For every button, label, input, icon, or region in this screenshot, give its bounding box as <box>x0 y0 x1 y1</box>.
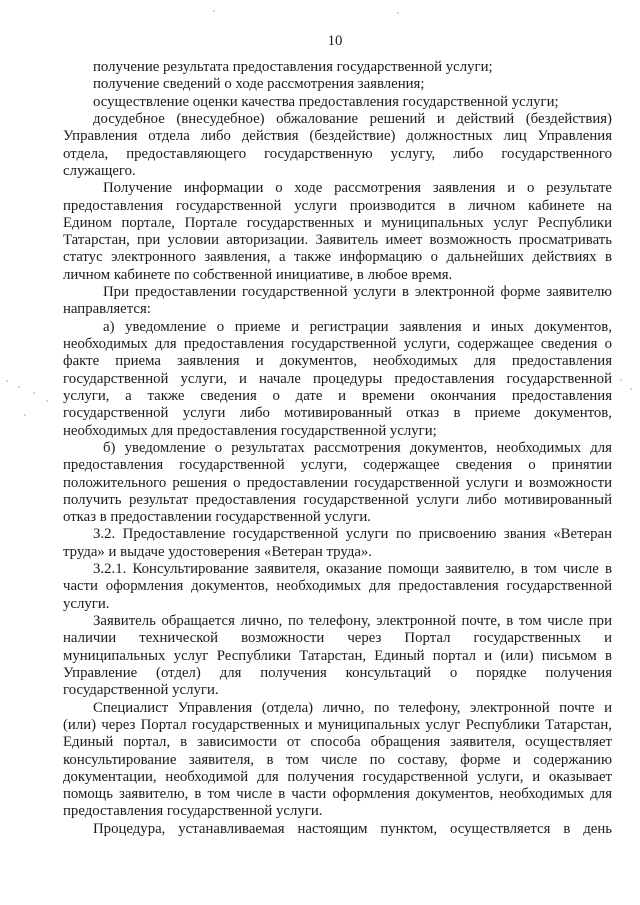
paragraph <box>63 76 612 93</box>
scan-speck <box>18 386 20 388</box>
text-line: (или) через Портал государственных и муниципальных услуг Республики Татарстан, <box>63 716 612 733</box>
text-line: Получение информации о ходе рассмотрения заявления и о результате <box>103 180 612 197</box>
paragraph <box>63 440 612 527</box>
text-line: труда» и выдаче удостоверения «Ветеран труда». <box>63 543 373 560</box>
text-line: получение сведений о ходе рассмотрения заявления; <box>93 76 425 93</box>
text-line: При предоставлении государственной услуги в электронной форме заявителю <box>103 284 612 301</box>
text-line: Процедура, устанавливаемая настоящим пунктом, осуществляется в день <box>93 820 612 837</box>
page-number: 10 <box>327 33 343 49</box>
text-line: отдела, предоставляющего государственную услугу, либо государственного <box>63 145 612 162</box>
text-line: предоставления государственной услуги производится в личном кабинете на <box>63 197 612 214</box>
text-line: а) уведомление о приеме и регистрации заявления и иных документов, <box>103 318 612 335</box>
paragraph <box>63 821 612 838</box>
paragraph <box>63 700 612 821</box>
paragraph <box>63 59 612 76</box>
text-line: Управления отдела либо действия (бездействие) должностных лиц Управления <box>63 128 612 145</box>
paragraph <box>63 111 612 180</box>
text-line: Заявитель обращается лично, по телефону, электронной почте, в том числе при <box>93 613 612 629</box>
text-line: предоставления государственной услуги. <box>63 803 323 820</box>
text-line: Управление (отдел) для получения консультаций о порядке получения <box>63 664 612 681</box>
text-line: наличии технической возможности через Портал государственных и <box>63 630 612 647</box>
text-line: досудебное (внесудебное) обжалование решений и действий (бездействия) <box>93 110 612 127</box>
scan-speck <box>620 379 622 381</box>
text-line: личном кабинете по собственной инициативе, в любое время. <box>63 266 453 283</box>
text-line: консультирование заявителя, в том числе по составу, форме и содержанию <box>63 751 612 768</box>
text-line: б) уведомление о результатах рассмотрения документов, необходимых для <box>103 439 612 456</box>
text-line: служащего. <box>63 162 136 179</box>
text-line: получить результат предоставления государственной услуги либо мотивированный <box>63 491 612 508</box>
text-line: отказ в предоставлении государственной услуги. <box>63 509 371 526</box>
paragraph <box>63 319 612 440</box>
text-line: муниципальных услуг Республики Татарстан, Единый портал и (или) письмом в <box>63 647 612 664</box>
text-line: факте приема заявления и документов, необходимых для предоставления <box>63 353 612 370</box>
text-line: направляется: <box>63 301 151 318</box>
text-line: государственной услуги, и начале процедуры предоставления государственной <box>63 370 612 387</box>
text-line: осуществление оценки качества предоставления государственной услуги; <box>93 93 559 110</box>
scan-speck <box>213 10 215 12</box>
paragraph <box>63 613 612 700</box>
paragraph <box>63 180 612 284</box>
text-line: необходимых для предоставления государственной услуги, содержащее сведения о <box>63 336 612 352</box>
text-line: услуги, а также сведения о дате и времени окончания предоставления <box>63 387 612 404</box>
scan-speck <box>46 400 48 402</box>
text-line: услуги. <box>63 595 110 612</box>
text-line: необходимых для предоставления государственной услуги; <box>63 422 437 439</box>
paragraph <box>63 94 612 111</box>
scan-speck <box>33 392 35 394</box>
text-line: документации, необходимой для получения государственной услуги, и оказывает <box>63 768 612 785</box>
scan-speck <box>397 12 399 14</box>
text-line: Единый портал, в зависимости от способа обращения заявителя, осуществляет <box>63 734 612 751</box>
text-line: помощь заявителю, в том числе в части оформления документов, необходимых для <box>63 786 612 803</box>
text-line: 3.2.1. Консультирование заявителя, оказание помощи заявителю, в том числе в <box>93 561 612 578</box>
text-line: положительного решения о предоставлении государственной услуги и возможности <box>63 474 612 491</box>
scan-speck <box>24 414 26 416</box>
paragraph <box>63 561 612 613</box>
scan-speck <box>6 380 8 382</box>
text-line: получение результата предоставления государственной услуги; <box>93 59 493 75</box>
text-line: статус электронного заявления, а также информацию о дальнейших действиях в <box>63 249 612 266</box>
text-line: Едином портале, Портале государственных и муниципальных услуг Республики <box>63 214 612 231</box>
paragraph <box>63 284 612 319</box>
text-line: Специалист Управления (отдела) лично, по телефону, электронной почте и <box>93 699 612 716</box>
document-body <box>63 59 612 838</box>
text-line: предоставления государственной услуги, содержащее сведения о принятии <box>63 457 612 474</box>
text-line: государственной услуги либо мотивированный отказ в приеме документов, <box>63 405 612 422</box>
text-line: 3.2. Предоставление государственной услуги по присвоению звания «Ветеран <box>93 526 612 543</box>
text-line: Татарстан, при условии авторизации. Заявитель имеет возможность просматривать <box>63 232 612 249</box>
text-line: государственной услуги. <box>63 682 219 699</box>
text-line: части оформления документов, необходимых для предоставления государственной <box>63 578 612 595</box>
scan-speck <box>630 388 632 390</box>
paragraph <box>63 526 612 561</box>
